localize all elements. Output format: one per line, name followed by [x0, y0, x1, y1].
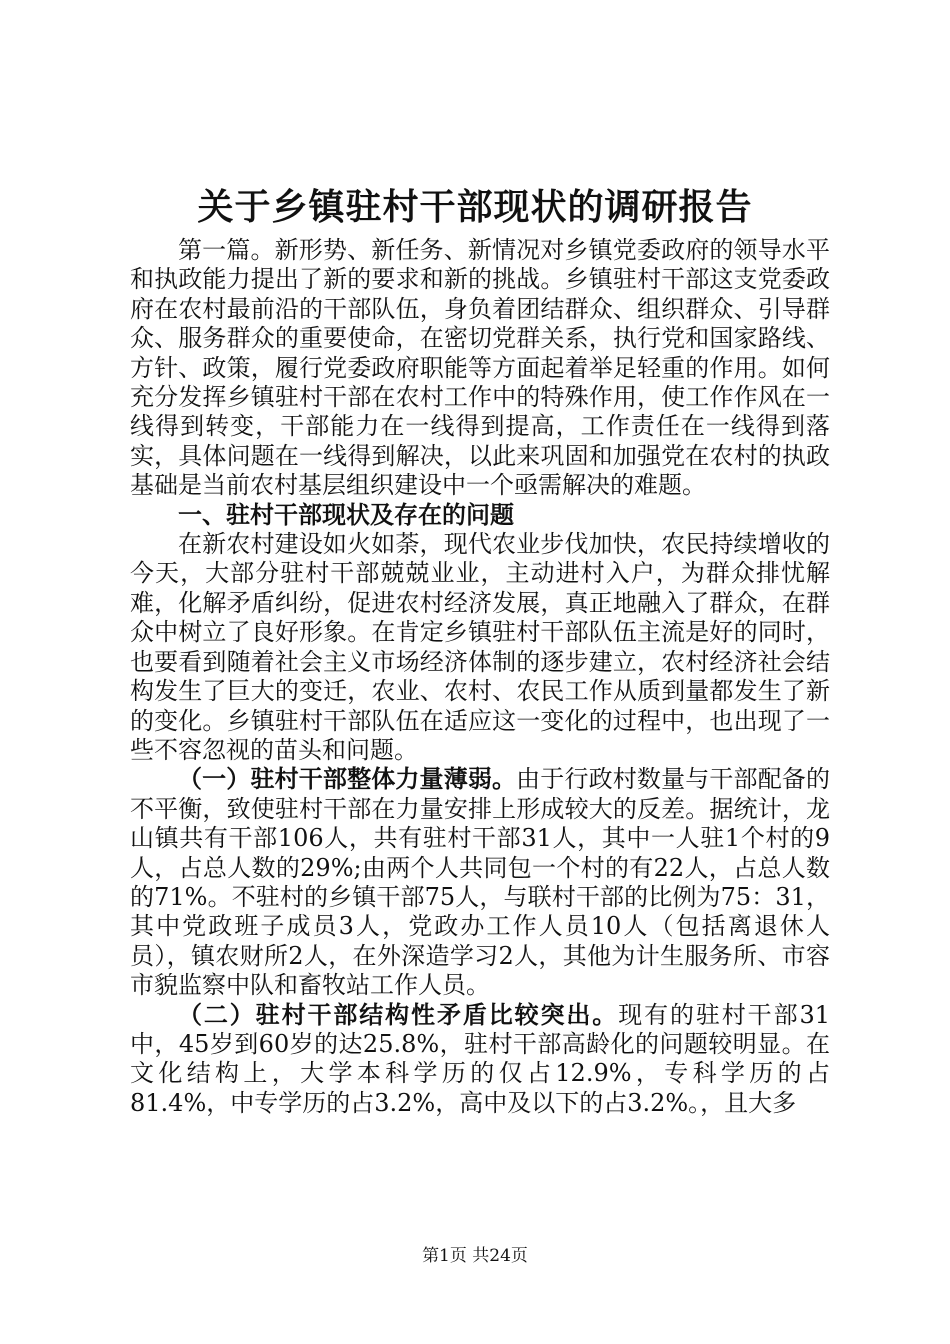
subsection-heading: （一）驻村干部整体力量薄弱。: [178, 765, 517, 794]
page-footer: 第1页 共24页: [422, 1246, 528, 1266]
body-paragraph: [130, 765, 830, 1000]
paragraph-text: 由于行政村数量与干部配备的不平衡，致使驻村干部在力量安排上形成较大的反差。据统计，龙山镇共有干部106人，共有驻村干部31人，其中一人驻1个村的9人，占总人数的29%;由两个人共同包一个村的有22人，占总人数的71%。不驻村的乡镇干部75人，与联村干部的比例为75：31，其中党政班子成员3人，党政办工作人员10人（包括离退休人员），镇农财所2人，在外深造学习2人，其他为计生服务所、市容市貌监察中队和畜牧站工作人员。: [130, 765, 831, 1000]
document-title: 关于乡镇驻村干部现状的调研报告: [197, 187, 753, 228]
section-heading: 一、驻村干部现状及存在的问题: [178, 500, 514, 529]
document-body: [130, 236, 830, 1118]
subsection-heading: （二）驻村干部结构性矛盾比较突出。: [178, 1000, 619, 1029]
body-paragraph: 在新农村建设如火如荼，现代农业步伐加快，农民持续增收的今天，大部分驻村干部兢兢业业，主动进村入户，为群众排忧解难，化解矛盾纠纷，促进农村经济发展，真正地融入了群众，在群众中树立了良好形象。在肯定乡镇驻村干部队伍主流是好的同时，也要看到随着社会主义市场经济体制的逐步建立，农村经济社会结构发生了巨大的变迁，农业、农村、农民工作从质到量都发生了新的变化。乡镇驻村干部队伍在适应这一变化的过程中，也出现了一些不容忽视的苗头和问题。: [130, 530, 830, 764]
intro-paragraph: 第一篇。新形势、新任务、新情况对乡镇党委政府的领导水平和执政能力提出了新的要求和新的挑战。乡镇驻村干部这支党委政府在农村最前沿的干部队伍，身负着团结群众、组织群众、引导群众、服务群众的重要使命，在密切党群关系，执行党和国家路线、方针、政策，履行党委政府职能等方面起着举足轻重的作用。如何充分发挥乡镇驻村干部在农村工作中的特殊作用，使工作作风在一线得到转变，干部能力在一线得到提高，工作责任在一线得到落实，具体问题在一线得到解决，以此来巩固和加强党在农村的执政基础是当前农村基层组织建设中一个亟需解决的难题。: [130, 236, 830, 500]
paragraph-text: 现有的驻村干部31中，45岁到60岁的达25.8%，驻村干部高龄化的问题较明显。在文化结构上，大学本科学历的仅占12.9%，专科学历的占81.4%，中专学历的占3.2%，高中及以下的占3.2%。，且大多: [130, 1000, 830, 1117]
body-paragraph: [130, 1001, 830, 1119]
